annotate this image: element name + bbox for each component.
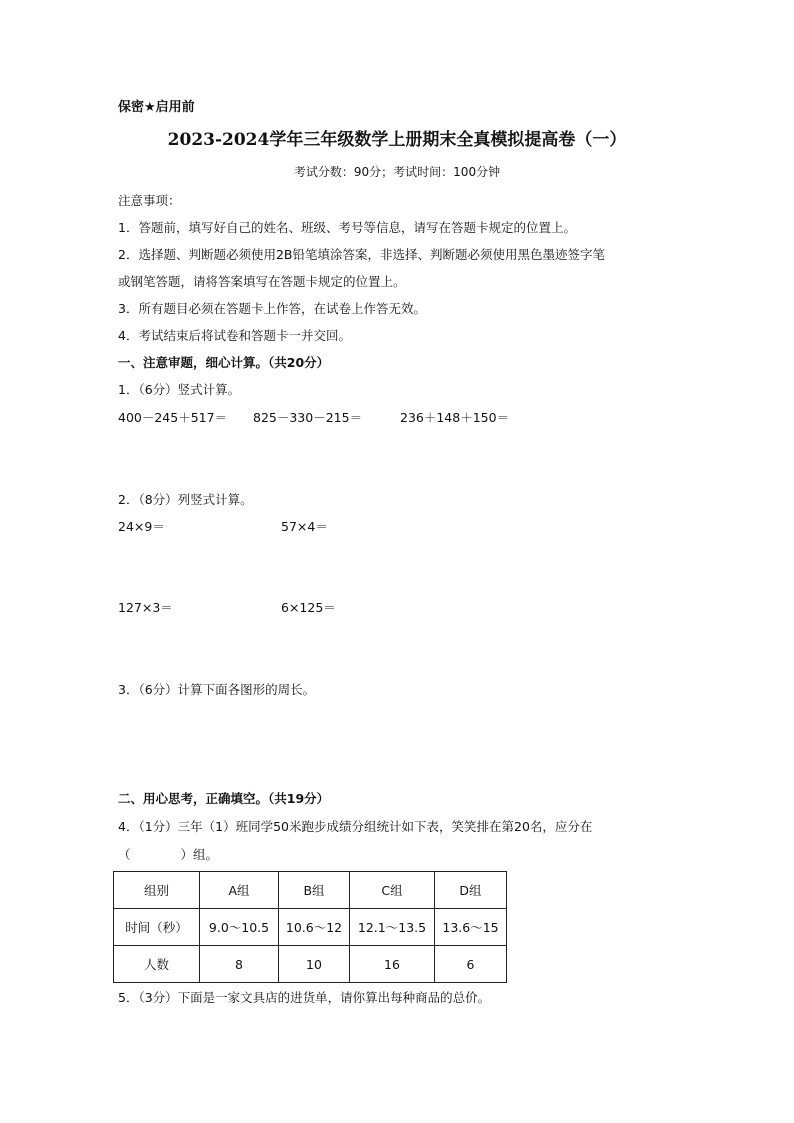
notice-item-4: 4．考试结束后将试卷和答题卡一并交回。 (118, 328, 351, 343)
table-header-cell: B组 (279, 872, 350, 909)
notice-item-1: 1．答题前，填写好自己的姓名、班级、考号等信息，请写在答题卡规定的位置上。 (118, 220, 576, 235)
notice-item-3: 3．所有题目必须在答题卡上作答，在试卷上作答无效。 (118, 301, 426, 316)
table-cell: 9.0～10.5 (200, 909, 279, 946)
question-1: 1．（6分）竖式计算。 (118, 382, 241, 397)
running-results-table (113, 871, 507, 983)
table-cell: 10.6～12 (279, 909, 350, 946)
q2-expression-1: 24×9＝ (118, 519, 165, 534)
question-4-line-1: 4．（1分）三年（1）班同学50米跑步成绩分组统计如下表，笑笑排在第20名，应分在 (118, 819, 593, 834)
question-5: 5．（3分）下面是一家文具店的进货单，请你算出每种商品的总价。 (118, 990, 491, 1005)
table-cell: 10 (279, 946, 350, 983)
question-2: 2．（8分）列竖式计算。 (118, 492, 253, 507)
table-cell: 16 (350, 946, 435, 983)
question-4-line-2: （ ）组。 (118, 847, 219, 862)
exam-title: 2023-2024学年三年级数学上册期末全真模拟提高卷（一） (167, 130, 627, 150)
q2-expression-2: 57×4＝ (281, 519, 328, 534)
exam-info: 考试分数：90分；考试时间：100分钟 (293, 165, 501, 179)
table-cell: 人数 (114, 946, 200, 983)
notice-item-2-cont: 或钢笔答题，请将答案填写在答题卡规定的位置上。 (118, 274, 406, 289)
table-header-cell: C组 (350, 872, 435, 909)
q2-expression-3: 127×3＝ (118, 600, 173, 615)
q1-expression-2: 825－330－215＝ (253, 410, 363, 425)
table-row (114, 946, 507, 983)
table-header-cell: 组别 (114, 872, 200, 909)
confidential-label: 保密★启用前 (118, 100, 195, 115)
notice-item-2: 2．选择题、判断题必须使用2B铅笔填涂答案，非选择、判断题必须使用黑色墨迹签字笔 (118, 247, 605, 262)
q1-expression-1: 400－245＋517＝ (118, 410, 228, 425)
table-cell: 6 (435, 946, 507, 983)
section-2-heading: 二、用心思考，正确填空。（共19分） (118, 791, 330, 806)
table-cell: 13.6～15 (435, 909, 507, 946)
section-1-heading: 一、注意审题，细心计算。（共20分） (118, 355, 330, 370)
table-cell: 8 (200, 946, 279, 983)
table-cell: 12.1～13.5 (350, 909, 435, 946)
q1-expression-3: 236＋148＋150＝ (400, 410, 510, 425)
table-row (114, 909, 507, 946)
notice-heading: 注意事项： (118, 193, 181, 208)
table-header-cell: A组 (200, 872, 279, 909)
q2-expression-4: 6×125＝ (281, 600, 336, 615)
question-3: 3．（6分）计算下面各图形的周长。 (118, 682, 316, 697)
table-row (114, 872, 507, 909)
table-header-cell: D组 (435, 872, 507, 909)
table-cell: 时间（秒） (114, 909, 200, 946)
